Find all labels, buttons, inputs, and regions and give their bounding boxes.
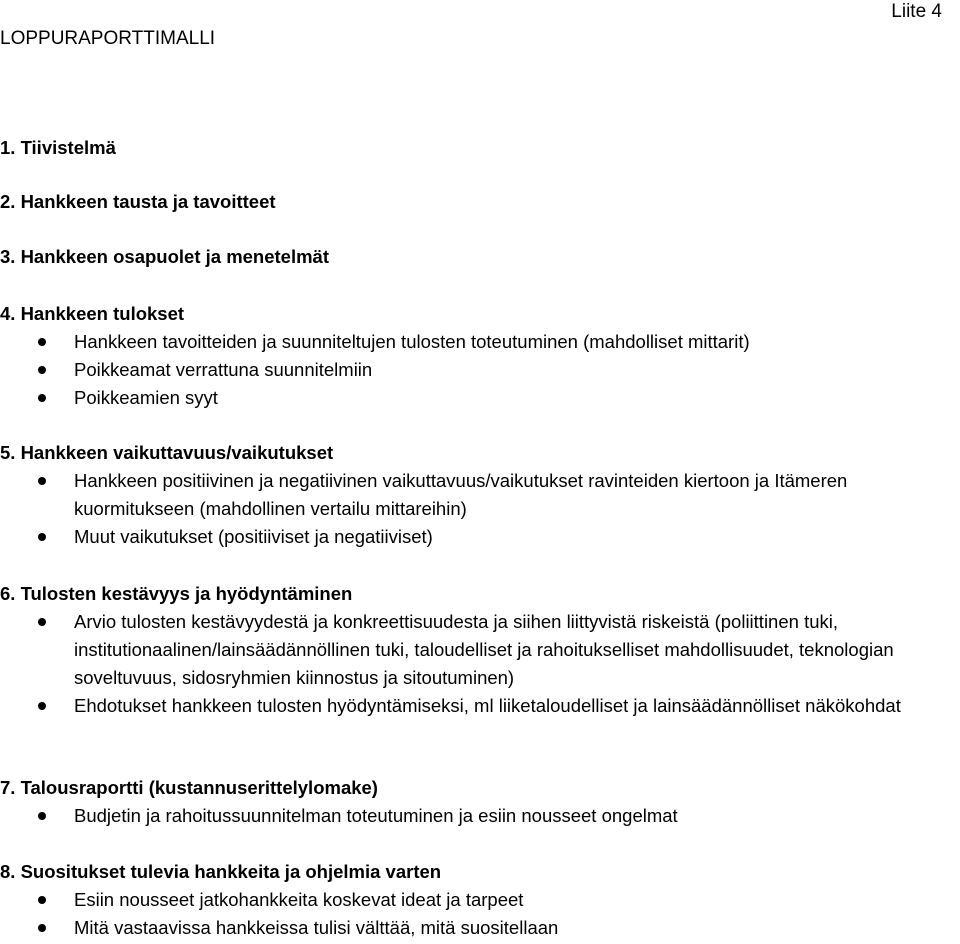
section-parties-methods (0, 243, 960, 271)
bullet-icon (38, 533, 46, 541)
list-item (0, 384, 960, 412)
list-item (0, 608, 960, 692)
list-item-text: Hankkeen positiivinen ja negatiivinen vaikuttavuus/vaikutukset ravinteiden kiertoon ja Itämeren kuormitukseen (mahdollinen vertailu mittareihin) (74, 470, 848, 519)
list-item (0, 523, 960, 551)
list-item (0, 802, 960, 830)
bullet-icon (38, 618, 46, 626)
bullet-icon (38, 477, 46, 485)
bullet-icon (38, 702, 46, 710)
section-financial-report (0, 774, 960, 830)
bullet-icon (38, 366, 46, 374)
bullet-list (0, 328, 960, 412)
section-results (0, 300, 960, 412)
list-item-text: Muut vaikutukset (positiiviset ja negatiiviset) (74, 526, 433, 547)
section-background (0, 188, 960, 216)
section-heading: 1. Tiivistelmä (0, 137, 116, 158)
list-item (0, 914, 960, 942)
list-item-text: Ehdotukset hankkeen tulosten hyödyntämiseksi, ml liiketaloudelliset ja lainsäädännölliset näkökohdat (74, 695, 901, 716)
bullet-icon (38, 338, 46, 346)
list-item (0, 886, 960, 914)
list-item-text: Arvio tulosten kestävyydestä ja konkreettisuudesta ja siihen liittyvistä riskeistä (poliittinen tuki, institutionaalinen/lainsäädännöllinen tuki, taloudelliset ja rahoitukselliset mahdollisuudet, teknologian soveltuvuus, sidosryhmien kiinnostus ja sitoutuminen) (74, 611, 894, 688)
section-heading: 5. Hankkeen vaikuttavuus/vaikutukset (0, 442, 334, 463)
list-item (0, 467, 960, 523)
section-summary (0, 134, 960, 162)
list-item-text: Esiin nousseet jatkohankkeita koskevat ideat ja tarpeet (74, 889, 524, 910)
section-heading: 2. Hankkeen tausta ja tavoitteet (0, 191, 276, 212)
section-recommendations (0, 858, 960, 942)
bullet-list (0, 886, 960, 942)
section-heading: 7. Talousraportti (kustannuserittelylomake) (0, 777, 378, 798)
list-item (0, 328, 960, 356)
section-heading: 6. Tulosten kestävyys ja hyödyntäminen (0, 583, 353, 604)
section-heading: 4. Hankkeen tulokset (0, 303, 185, 324)
bullet-list (0, 608, 960, 720)
bullet-icon (38, 394, 46, 402)
bullet-icon (38, 812, 46, 820)
section-impact (0, 439, 960, 551)
section-sustainability (0, 580, 960, 720)
list-item-text: Poikkeamien syyt (74, 387, 218, 408)
bullet-icon (38, 896, 46, 904)
document-title: LOPPURAPORTTIMALLI (0, 28, 216, 49)
list-item-text: Hankkeen tavoitteiden ja suunniteltujen tulosten toteutuminen (mahdolliset mittarit) (74, 331, 750, 352)
section-heading: 8. Suositukset tulevia hankkeita ja ohjelmia varten (0, 861, 442, 882)
bullet-list (0, 467, 960, 551)
list-item-text: Poikkeamat verrattuna suunnitelmiin (74, 359, 373, 380)
bullet-icon (38, 924, 46, 932)
list-item (0, 692, 960, 720)
appendix-label: Liite 4 (891, 1, 942, 22)
bullet-list (0, 802, 960, 830)
list-item (0, 356, 960, 384)
list-item-text: Mitä vastaavissa hankkeissa tulisi välttää, mitä suositellaan (74, 917, 559, 938)
section-heading: 3. Hankkeen osapuolet ja menetelmät (0, 246, 330, 267)
list-item-text: Budjetin ja rahoitussuunnitelman toteutuminen ja esiin nousseet ongelmat (74, 805, 678, 826)
